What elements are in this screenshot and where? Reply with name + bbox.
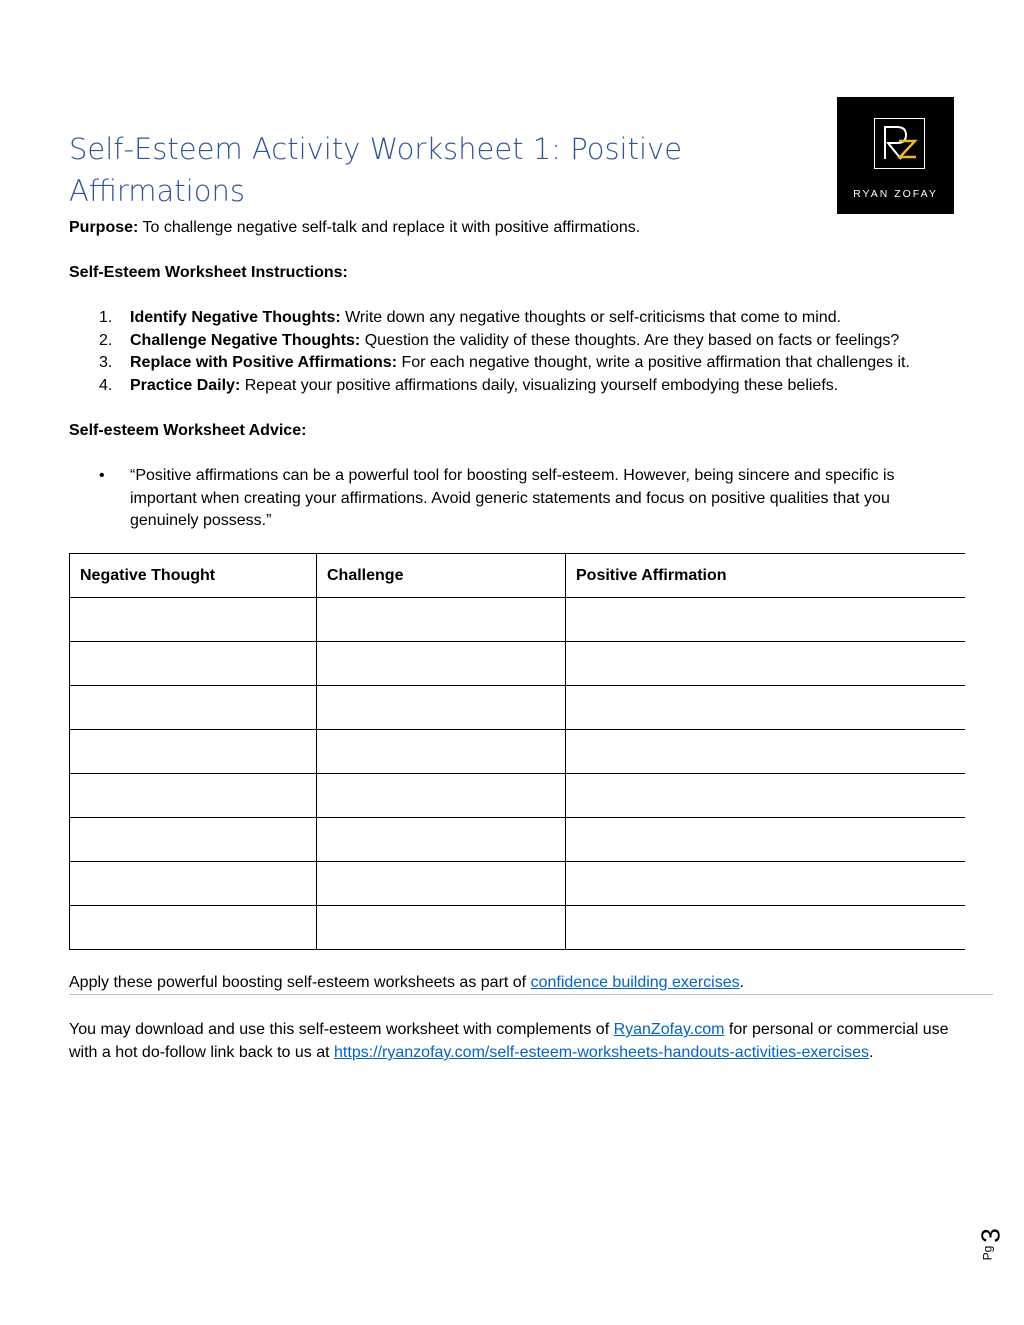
table-cell[interactable]	[317, 642, 566, 686]
step-text: For each negative thought, write a positive affirmation that challenges it.	[397, 354, 910, 371]
table-cell[interactable]	[566, 730, 966, 774]
column-header: Positive Affirmation	[566, 554, 966, 598]
table-cell[interactable]	[70, 730, 317, 774]
apply-line	[69, 972, 993, 995]
list-item	[69, 330, 969, 353]
step-label: Practice Daily:	[130, 376, 241, 394]
table-row	[70, 818, 966, 862]
ryan-zofay-logo	[837, 97, 954, 214]
table-row	[70, 774, 966, 818]
table-cell[interactable]	[317, 774, 566, 818]
list-item	[69, 375, 969, 398]
table-cell[interactable]	[317, 818, 566, 862]
advice-bullet	[69, 465, 959, 533]
apply-end: .	[739, 974, 745, 991]
table-cell[interactable]	[566, 686, 966, 730]
table-row	[70, 730, 966, 774]
table-cell[interactable]	[566, 598, 966, 642]
table-cell[interactable]	[566, 642, 966, 686]
list-item	[69, 307, 969, 330]
step-label: Challenge Negative Thoughts:	[130, 331, 361, 349]
column-header: Negative Thought	[70, 554, 317, 598]
list-item	[69, 352, 969, 375]
table-cell[interactable]	[70, 906, 317, 950]
purpose-line	[69, 217, 640, 239]
instructions-list	[69, 307, 969, 397]
page-label: Pg	[980, 1245, 995, 1261]
table-cell[interactable]	[70, 686, 317, 730]
table-header-row	[70, 554, 966, 598]
download-end: .	[869, 1044, 874, 1061]
worksheet-url-link[interactable]: https://ryanzofay.com/self-esteem-worksheets-handouts-activities-exercises	[334, 1044, 870, 1061]
table-row	[70, 642, 966, 686]
advice-heading: Self-esteem Worksheet Advice:	[69, 422, 307, 439]
table-cell[interactable]	[70, 774, 317, 818]
purpose-label: Purpose:	[69, 219, 139, 236]
download-text-1: You may download and use this self-esteem worksheet with complements of	[69, 1021, 614, 1038]
table-cell[interactable]	[70, 598, 317, 642]
table-cell[interactable]	[566, 774, 966, 818]
apply-text: Apply these powerful boosting self-esteem worksheets as part of	[69, 974, 531, 991]
confidence-exercises-link[interactable]: confidence building exercises	[530, 974, 740, 991]
step-number: 2.	[99, 331, 113, 349]
step-label: Replace with Positive Affirmations:	[130, 354, 398, 371]
step-number: 1.	[99, 309, 113, 326]
table-row	[70, 906, 966, 950]
table-cell[interactable]	[70, 818, 317, 862]
rz-monogram-icon	[874, 118, 925, 169]
ryanzofay-link[interactable]: RyanZofay.com	[613, 1021, 725, 1038]
bullet-icon: •	[99, 467, 105, 484]
table-cell[interactable]	[566, 818, 966, 862]
column-header: Challenge	[317, 554, 566, 598]
step-label: Identify Negative Thoughts:	[130, 309, 341, 326]
table-cell[interactable]	[317, 686, 566, 730]
table-cell[interactable]	[317, 598, 566, 642]
table-row	[70, 598, 966, 642]
table-row	[70, 862, 966, 906]
step-number: 4.	[99, 376, 113, 394]
table-cell[interactable]	[317, 730, 566, 774]
download-text-2: for personal or commercial use with a hot do-follow link back to us at	[69, 1021, 949, 1061]
table-cell[interactable]	[70, 862, 317, 906]
table-cell[interactable]	[317, 906, 566, 950]
page-number: 3	[975, 1228, 1006, 1243]
page-title: Self-Esteem Activity Worksheet 1: Positive Affirmations	[69, 132, 683, 208]
step-text: Repeat your positive affirmations daily, visualizing yourself embodying these beliefs.	[240, 376, 839, 394]
page-number-footer	[975, 1218, 1014, 1268]
advice-quote: “Positive affirmations can be a powerful tool for boosting self-esteem. However, being sincere and specific is important when creating your affirmations. Avoid generic statements and focus on positive qualities that you genuinely possess.”	[130, 467, 895, 529]
step-text: Write down any negative thoughts or self-criticisms that come to mind.	[340, 309, 842, 326]
table-cell[interactable]	[566, 862, 966, 906]
step-text: Question the validity of these thoughts. Are they based on facts or feelings?	[360, 331, 900, 349]
logo-name: RYAN ZOFAY	[853, 188, 938, 200]
download-paragraph	[69, 1018, 949, 1064]
instructions-heading: Self-Esteem Worksheet Instructions:	[69, 264, 348, 281]
affirmation-table	[69, 553, 965, 950]
table-cell[interactable]	[70, 642, 317, 686]
purpose-text: To challenge negative self-talk and replace it with positive affirmations.	[138, 219, 641, 236]
step-number: 3.	[99, 354, 113, 371]
table-row	[70, 686, 966, 730]
table-cell[interactable]	[566, 906, 966, 950]
table-cell[interactable]	[317, 862, 566, 906]
